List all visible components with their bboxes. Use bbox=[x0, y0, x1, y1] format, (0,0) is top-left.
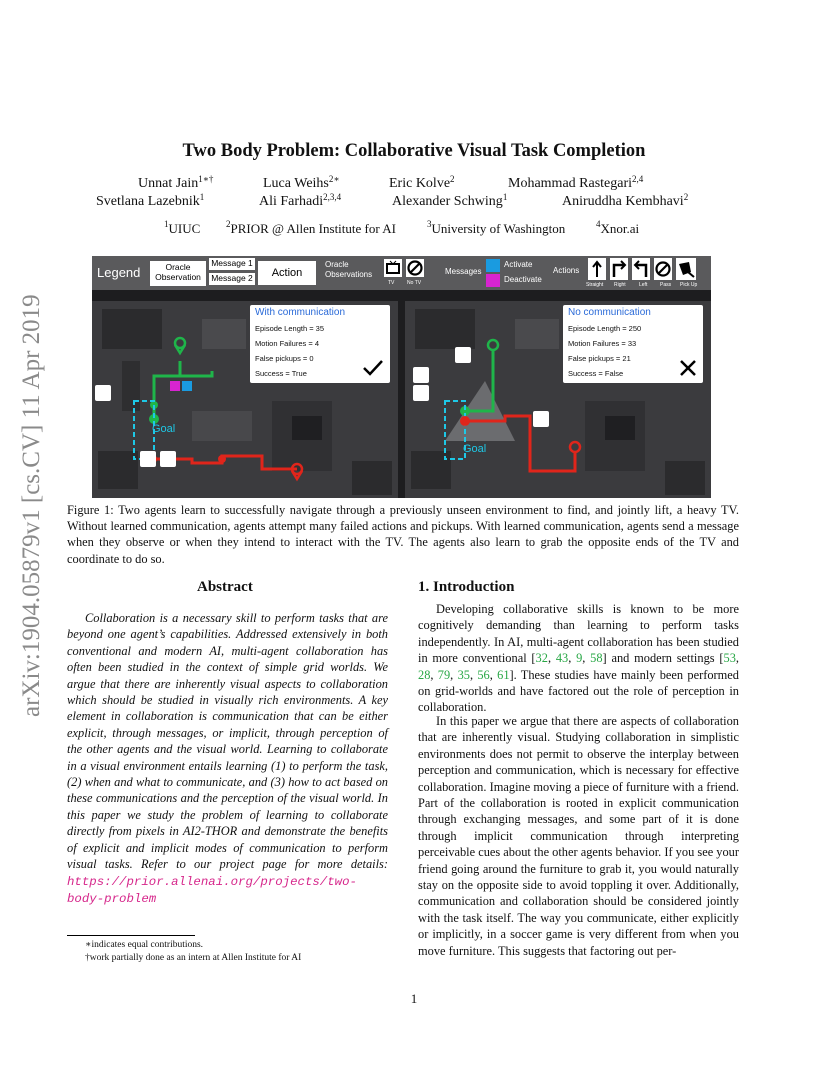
author: Svetlana Lazebnik$^1$ bbox=[96, 192, 205, 209]
activate-swatch bbox=[486, 259, 500, 272]
tv-icon bbox=[413, 367, 429, 383]
citation-link[interactable]: 53 bbox=[723, 651, 736, 666]
stats-heading: With communication bbox=[255, 307, 346, 318]
legend-activate: Activate bbox=[504, 260, 533, 269]
legend-right: Right bbox=[614, 282, 626, 288]
legend-oracle-observation: Oracle Observation bbox=[150, 261, 206, 286]
legend-left: Left bbox=[639, 282, 648, 288]
tv-icon bbox=[95, 385, 111, 401]
citation-link[interactable]: 58 bbox=[590, 651, 603, 666]
stat-line: Motion Failures = 33 bbox=[568, 339, 637, 348]
footnote: ∗indicates equal contributions. bbox=[85, 940, 204, 950]
abstract-body: Collaboration is a necessary skill to perform tasks that are beyond one agent’s capabilities. Addressed extensively in both conventional and modern AI, multi-agent collaboration has often been studied in the context of simple grid worlds. We argue that there are inherently visual aspects to collaboration which should be studied in visually rich environments. A key element in collaboration is communication that can be either explicit, through messages, or implicit, through perception of the other agents and the visual world. Learning to collaborate in a visual environment entails learning (1) to perform the task, (2) when and what to communicate, and (3) how to act based on these communications and the perception of the visual world. In this paper we study the problem of learning to collaborate directly from pixels in AI2-THOR and demonstrate the benefits of explicit and implicit modes of communication to perform visual tasks. Refer to our project page for more details: https://prior.allenai.org/projects/two-body-problem bbox=[67, 611, 388, 906]
author: Mohammad Rastegari$^{2,4}$ bbox=[508, 174, 644, 191]
affiliation: $^4$Xnor.ai bbox=[596, 219, 640, 236]
affiliation: $^1$UIUC bbox=[164, 219, 201, 236]
goal-label: Goal bbox=[463, 443, 487, 455]
project-link[interactable]: https://prior.allenai.org/projects/two-body-problem bbox=[67, 874, 357, 906]
no-tv-icon bbox=[455, 347, 471, 363]
pass-icon bbox=[654, 258, 672, 280]
legend-oracle-observations: Oracle Observations bbox=[325, 260, 373, 279]
legend-message1: Message 1 bbox=[209, 258, 255, 270]
citation-link[interactable]: 9 bbox=[576, 651, 583, 666]
left-turn-icon bbox=[632, 258, 650, 280]
tv-icon bbox=[384, 259, 402, 277]
legend-message2: Message 2 bbox=[209, 273, 255, 285]
legend-straight: Straight bbox=[586, 282, 604, 288]
stat-line: Success = True bbox=[255, 369, 307, 378]
abstract-heading: Abstract bbox=[197, 579, 253, 595]
no-communication-panel bbox=[405, 301, 711, 498]
intro-paragraph-2: In this paper we argue that there are aspects of collaboration that are inherently visual. Studying collaboration in simplistic environments does not permit to observe the interplay between perception and communication, which is necessary for effective collaboration. Imagine moving a piece of furniture with a friend. Part of the collaboration is rooted in explicit communication through exchanging messages, and some part of it is done through implicit communication through interpreting perceivable cues about the other agents behavior. If you see your friend going around the furniture to grab it, you would naturally stay on the opposite side to avoid toppling it over. Additionally, communication and collaboration should be considered jointly with the task itself. The way you communicate, either explicitly or implicitly, in a soccer game is very different from when you move furniture. This suggests that factoring out per- bbox=[418, 714, 740, 958]
legend-pick-up: Pick Up bbox=[680, 282, 698, 288]
stats-box bbox=[250, 305, 390, 383]
citation-link[interactable]: 61 bbox=[497, 667, 510, 682]
legend-no-tv: No TV bbox=[407, 280, 422, 286]
citation-link[interactable]: 43 bbox=[555, 651, 569, 666]
figure-caption: Figure 1: Two agents learn to successfully navigate through a previously unseen environment to find, and jointly lift, a heavy TV. Without learned communication, agents attempt many failed actions and pickups. With learned communication, agents send a message when they observe or when they intend to interact with the TV. The agents also learn to grab the opposite ends of the TV and coordinate to do so. bbox=[67, 503, 739, 566]
legend-messages: Messages bbox=[445, 267, 482, 276]
citation-link[interactable]: 28 bbox=[418, 667, 431, 682]
pick-up-icon bbox=[676, 258, 696, 280]
author: Luca Weihs$^{2∗}$ bbox=[263, 174, 340, 191]
legend-action: Action bbox=[258, 261, 316, 285]
with-communication-panel bbox=[92, 301, 398, 498]
footnote-rule bbox=[67, 935, 195, 936]
author: Unnat Jain$^{1∗\dagger}$ bbox=[138, 174, 214, 191]
straight-arrow-icon bbox=[588, 258, 606, 280]
right-turn-icon bbox=[610, 258, 628, 280]
figure-legend bbox=[92, 256, 711, 290]
affiliation: $^2$PRIOR @ Allen Institute for AI bbox=[226, 219, 396, 236]
arxiv-identifier: arXiv:1904.05879v1 [cs.CV] 11 Apr 2019 bbox=[18, 294, 45, 717]
tv-icon bbox=[140, 451, 156, 467]
author: Alexander Schwing$^1$ bbox=[392, 192, 508, 209]
legend-tv: TV bbox=[388, 280, 395, 286]
author: Aniruddha Kembhavi$^2$ bbox=[562, 192, 689, 209]
footnote: †work partially done as an intern at Allen Institute for AI bbox=[85, 953, 302, 963]
stat-line: False pickups = 0 bbox=[255, 354, 314, 363]
intro-paragraph-1: Developing collaborative skills is known to be more cognitively demanding than learning to perform tasks independently. In AI, multi-agent collaboration has been studied in more conventional [32, 43, 9, 58] and modern settings [53, 28, 79, 35, 56, 61]. These studies have mainly been performed on grid-worlds and have factored out the role of perception in collaboration. bbox=[418, 602, 740, 715]
tv-icon bbox=[413, 385, 429, 401]
goal-label: Goal bbox=[152, 423, 176, 435]
no-tv-icon bbox=[406, 259, 424, 277]
cross-icon bbox=[679, 359, 697, 377]
affiliation: $^3$University of Washington bbox=[427, 219, 566, 236]
figure-1 bbox=[92, 256, 711, 498]
legend-pass: Pass bbox=[660, 282, 672, 288]
stat-line: Episode Length = 35 bbox=[255, 324, 325, 333]
stat-line: False pickups = 21 bbox=[568, 354, 631, 363]
author: Ali Farhadi$^{2,3,4}$ bbox=[259, 192, 342, 209]
citation-link[interactable]: 56 bbox=[477, 667, 490, 682]
legend-actions: Actions bbox=[553, 266, 580, 275]
stat-line: Episode Length = 250 bbox=[568, 324, 642, 333]
citation-link[interactable]: 32 bbox=[535, 651, 548, 666]
citation-link[interactable]: 79 bbox=[437, 667, 451, 682]
author: Eric Kolve$^2$ bbox=[389, 174, 455, 191]
legend-title: Legend bbox=[97, 265, 141, 280]
deactivate-swatch bbox=[486, 274, 500, 287]
stats-box bbox=[563, 305, 703, 383]
check-icon bbox=[362, 359, 384, 377]
citation-link[interactable]: 35 bbox=[457, 667, 470, 682]
stat-line: Success = False bbox=[568, 369, 624, 378]
page-number: 1 bbox=[410, 991, 418, 1006]
tv-icon bbox=[533, 411, 549, 427]
stats-heading: No communication bbox=[568, 307, 651, 318]
paper-title: Two Body Problem: Collaborative Visual Task Completion bbox=[182, 141, 646, 161]
introduction-heading: 1. Introduction bbox=[418, 579, 515, 595]
pick-up-icon bbox=[160, 451, 176, 467]
stat-line: Motion Failures = 4 bbox=[255, 339, 319, 348]
legend-deactivate: Deactivate bbox=[504, 275, 542, 284]
